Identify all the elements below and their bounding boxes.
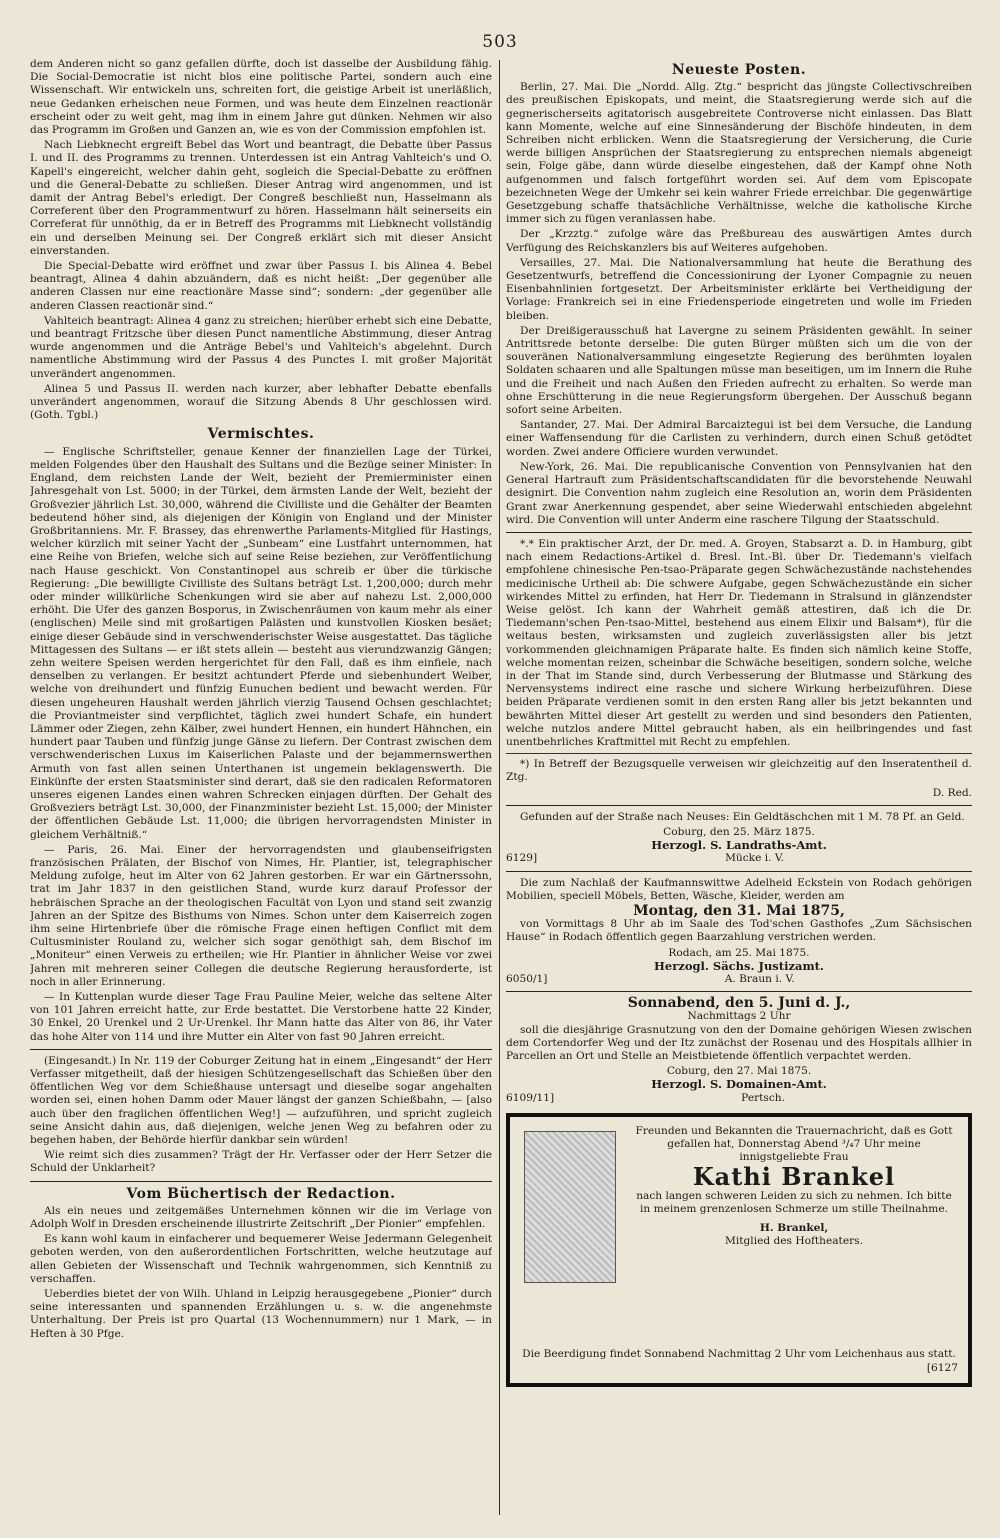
section-heading-vermischtes: Vermischtes. bbox=[207, 426, 315, 443]
notice-time: Nachmittags 2 Uhr bbox=[687, 1010, 791, 1023]
eingesandt-paragraph: (Eingesandt.) In Nr. 119 der Coburger Zeitung hat in einem „Eingesandt“ der Herr Verfasser mitgetheilt, daß der hiesigen Schützengesellschaft das Schießen über den öffentlichen Weg vor dem Schießhause untersagt und dieselbe sogar angehalten worden sei, einen hohen Damm oder Mauer längst der ganzen Schießbahn, — [also auch über den fraglichen öffentlichen Weg!] — aufzuführen, und spricht zugleich seine Ansicht dahin aus, daß diejenigen, welche jenen Weg zu befahren oder zu begehen haben, der Behörde hierfür dankbar sein würden! bbox=[30, 1054, 492, 1147]
news-item: Der „Krzztg.“ zufolge wäre das Preßbureau des auswärtigen Amtes durch Verfügung des Reichskanzlers bis auf Weiteres aufgehoben. bbox=[506, 228, 972, 254]
notice-official: A. Braun i. V. bbox=[724, 973, 795, 985]
notice-authority: Herzogl. S. Domainen-Amt. bbox=[651, 1077, 827, 1092]
notice-text: von Vormittags 8 Uhr ab im Saale des Tod'schen Gasthofes „Zum Sächsischen Hause“ in Rodach öffentlich gegen Baarzahlung verstrichen werden. bbox=[506, 918, 972, 944]
notice-date-headline: Sonnabend, den 5. Juni d. J., bbox=[627, 995, 851, 1012]
footnote: *) In Betreff der Bezugsquelle verweisen wir gleichzeitig auf den Inseratentheil d. Ztg. bbox=[506, 758, 972, 784]
section-rule bbox=[30, 1049, 492, 1050]
notice-date-headline: Montag, den 31. Mai 1875, bbox=[633, 902, 845, 919]
notice-number: 6109/11] bbox=[506, 1091, 555, 1104]
notice-footer bbox=[506, 1092, 972, 1105]
notice-text: Gefunden auf der Straße nach Neuses: Ein Geldtäschchen mit 1 M. 78 Pf. an Geld. bbox=[520, 810, 965, 823]
notice-authority: Herzogl. S. Landraths-Amt. bbox=[651, 838, 827, 853]
notice-number: 6129] bbox=[506, 852, 538, 865]
news-item: Berlin, 27. Mai. Die „Nordd. Allg. Ztg.“ bespricht das jüngste Collectivschreiben des preußischen Episkopats, und meint, die Staatsregierung werde sich auf die gegnerischerseits agitatorisch ausgebreitete Controverse nicht einlassen. Das Blatt kann Momente, welche auf eine Sinnesänderung der Bischöfe hindeuten, in dem Schreiben nicht erblicken. Wenn die Staatsregierung der Versicherung, die Curie werde billigen Ansprüchen der Staatsregierung zu entsprechen niemals abgeneigt sein, Folge gäbe, dann würde dieselbe eingestehen, daß der Kampf ohne Noth aufgenommen und falsch fortgeführt worden sei. Auf dem vom Episcopate bezeichneten Wege der Umkehr sei kein wahrer Friede erreichbar. Die gegenwärtige Gesetzgebung schaffe thatsächliche Verhältnisse, welche die katholische Kirche immer sich zu fügen veranlassen habe. bbox=[506, 81, 972, 226]
death-notice-footer bbox=[520, 1348, 958, 1374]
column-divider bbox=[499, 60, 500, 1515]
congress-report-paragraph: Nach Liebknecht ergreift Bebel das Wort und beantragt, die Debatte über Passus I. und II. des Programms zu trennen. Unterdessen ist ein Antrag Vahlteich's und O. Kapell's eingereicht, welcher dahin geht, sogleich die Special-Debatte zu eröffnen und die General-Debatte zu schließen. Dieser Antrag wird angenommen, und ist damit der Antrag Bebel's erledigt. Der Congreß beschließt nun, Hasselmann als Correferent über den Programmentwurf zu hören. Hasselmann hält seinerseits ein Correferat für unnöthig, da er in Betreff des Programms mit Liebknecht vollständig ein und derselben Meinung sei. Der Congreß erklärt sich mit dieser Ansicht einverstanden. bbox=[30, 139, 492, 257]
death-notice-text: Freunden und Bekannten die Trauernachricht, daß es Gott gefallen hat, Donnerstag Abend ³/₄7 Uhr meine innigstgeliebte Frau bbox=[635, 1124, 953, 1164]
news-item: — Paris, 26. Mai. Einer der hervorragendsten und glaubenseifrigsten französischen Prälaten, der Bischof von Nimes, Hr. Plantier, ist, telegraphischer Meldung zufolge, heut im Alter von 62 Jahren gestorben. Er war ein Gärtnerssohn, trat im Jahr 1837 in den geistlichen Stand, wurde kurz darauf Professor der hebräischen Sprache an der theologischen Facultät von Lyon und stand seit zwanzig Jahren an der Spitze des Bisthums von Nimes. Schon unter dem Kaiserreich zogen ihm seine Hirtenbriefe über die römische Frage einen heftigen Conflict mit dem Cultusminister Rouland zu, welcher sich sogar genöthigt sah, dem Bischof im „Moniteur“ einen Verweis zu ertheilen; wie Hr. Plantier in ähnlicher Weise vor zwei Jahren mit mehreren seiner Collegen die deutsche Regierung herausforderte, ist noch in aller Erinnerung. bbox=[30, 843, 492, 988]
book-review-paragraph: Es kann wohl kaum in einfacherer und bequemerer Weise Jedermann Gelegenheit geboten werden, von den außerordentlichen Fortschritten, welche heutzutage auf allen Gebieten der Wissenschaft und Technik wahrgenommen, sich Kenntniß zu verschaffen. bbox=[30, 1233, 492, 1285]
advert-doctor: *.* Ein praktischer Arzt, der Dr. med. A. Groyen, Stabsarzt a. D. in Hamburg, gibt nach einem Redactions-Artikel d. Bresl. Int.-Bl. über Dr. Tiedemann's vielfach empfohlene chinesische Pen-tsao-Präparate gegen Schwächezustände nachstehendes medicinische Urtheil ab: Die schwere Aufgabe, gegen Schwächezustände ein sicher wirkendes Mittel zu erfinden, hat Herr Dr. Tiedemann in Stralsund in glänzendster Weise gelöst. Ich kann der Wahrheit gemäß attestiren, daß ich die Dr. Tiedemann'schen Pen-tsao-Mittel, bestehend aus einem Elixir und Balsam*), für die weitaus besten, wirksamsten und zugleich zuverlässigsten aller bis jetzt vorkommenden gleichnamigen Präparate halte. Es finden sich nämlich keine Stoffe, welche momentan reizen, scheinbar die Schwäche beseitigen, sondern solche, welche in der That im Stande sind, durch Verbesserung der Blutmasse und Stärkung des Nervensystems indirect eine rasche und sichere Wirkung herbeizuführen. Diese beiden Präparate verdienen somit in den ersten Rang aller bis jetzt bekannten und bewährten Mittel dieser Art gestellt zu werden und sind besonders den Patienten, welche nutzlos andere Mittel gebraucht haben, als ein heilbringendes und fast unentbehrliches Kraftmittel mit Recht zu empfehlen. bbox=[506, 537, 972, 748]
notice-footer bbox=[506, 973, 972, 986]
news-item: Versailles, 27. Mai. Die Nationalversammlung hat heute die Berathung des Gesetzentwurfs, betreffend die Concessionirung der Lyoner Compagnie zu neuen Eisenbahnlinien fortgesetzt. Der Arbeitsminister erklärte bei Vertheidigung der Vorlage: Frankreich sei in eine Friedensperiode eingetreten und wolle im Frieden bleiben. bbox=[506, 256, 972, 322]
footnote-rule bbox=[506, 753, 972, 754]
notice-text: soll die diesjährige Grasnutzung von den der Domaine gehörigen Wiesen zwischen dem Cortendorfer Weg und der Itz zunächst der Rosenau und des Hospitals allhier in Parcellen an Ort und Stelle an Meistbietende öffentlich verpachtet werden. bbox=[506, 1023, 972, 1063]
death-notice-signature-title: Mitglied des Hoftheaters. bbox=[725, 1235, 863, 1248]
section-heading-buechertisch: Vom Büchertisch der Redaction. bbox=[126, 1185, 396, 1202]
notice-date: Rodach, am 25. Mai 1875. bbox=[668, 946, 810, 959]
notice-auction bbox=[506, 877, 972, 987]
mourning-vignette-icon bbox=[524, 1131, 616, 1283]
notice-date: Coburg, den 27. Mai 1875. bbox=[666, 1065, 812, 1078]
death-notice-body bbox=[630, 1125, 958, 1249]
congress-report-paragraph: Alinea 5 und Passus II. werden nach kurzer, aber lebhafter Debatte ebenfalls unverändert angenommen, worauf die Sitzung Abends 8 Uhr geschlossen wird. (Goth. Tgbl.) bbox=[30, 382, 492, 422]
news-item: Santander, 27. Mai. Der Admiral Barcaiztegui ist bei dem Versuche, die Landung einer Waffensendung für die Carlisten zu verhindern, durch einen Schuß getödtet worden. Zwei andere Officiere wurden verwundet. bbox=[506, 419, 972, 458]
notice-footer bbox=[506, 852, 972, 865]
footnote-signature: D. Red. bbox=[932, 786, 972, 799]
death-notice bbox=[506, 1113, 972, 1387]
notice-number: [6127 bbox=[926, 1361, 958, 1374]
notice-text: Die zum Nachlaß der Kaufmannswittwe Adelheid Eckstein von Rodach gehörigen Mobilien, speciell Möbels, Betten, Wäsche, Kleider, werden am bbox=[506, 876, 972, 902]
news-item: — Englische Schriftsteller, genaue Kenner der finanziellen Lage der Türkei, melden Folgendes über den Haushalt des Sultans und die Bezüge seiner Minister: In England, dem reichsten Lande der Welt, bezieht der Premierminister einen Jahresgehalt von Lst. 5000; in der Türkei, dem ärmsten Lande der Welt, bezieht der Großvezier jährlich Lst. 30,000, während die Civilliste und die Gehälter der Beamten bedeutend höher sind, als diejenigen der Königin von England und der Minister Großbritanniens. Mr. F. Brassey, das ehrenwerthe Parlaments-Mitglied für Hastings, welcher kürzlich mit seiner Yacht der „Sunbeam“ eine Lustfahrt unternommen, hat eine Reihe von Briefen, welche sich auf seine Reise beziehen, zur Veröffentlichung nach Hause geschickt. Von Constantinopel aus schreib er über die türkische Regierung: „Die bewilligte Civilliste des Sultans beträgt Lst. 1,200,000; durch mehr oder minder willkürliche Schenkungen wird sie aber auf nahezu Lst. 2,000,000 erhöht. Die Ufer des ganzen Bosporus, in Zwischenräumen von kaum mehr als einer (englischen) Meile sind mit großartigen Palästen und kunstvollen Kiosken besäet; einige dieser Gebäude sind in verschwenderischster Weise ausgestattet. Das tägliche Mittagessen des Sultans — er ißt stets allein — besteht aus vierundzwanzig Gängen; zehn weitere Speisen werden hergerichtet für den Fall, daß es ihm einfiele, nach denselben zu verlangen. Er besitzt achtundert Pferde und siebenhundert Weiber, welche von dreihundert und fünfzig Eunuchen bedient und bewacht werden. Für diesen ungeheuren Haushalt werden jährlich vierzig Tausend Ochsen geschlachtet; die Proviantmeister sind verpflichtet, täglich zwei hundert Schafe, ein hundert Lämmer oder Ziegen, zehn Kälber, zwei hundert Hennen, ein hundert Hähnchen, ein hundert paar Tauben und fünfzig junge Gänse zu liefern. Der Contrast zwischen dem verschwenderischen Luxus im Kaiserlichen Palaste und der bejammernswerthen Armuth von fast allen seinen Unterthanen ist ungemein beklagenswerth. Die Einkünfte der ersten Staatsminister sind derart, daß sie den radicalen Reformatoren unseres eigenen Landes einen wahren Schrecken einjagen dürften. Der Gehalt des Großveziers beträgt Lst. 30,000, der Finanzminister bezieht Lst. 15,000; der Minister der öffentlichen Gebäude Lst. 11,000; die übrigen hervorragendsten Minister in gleichem Verhältniß.“ bbox=[30, 445, 492, 841]
page-number: 503 bbox=[482, 32, 518, 52]
deceased-name: Kathi Brankel bbox=[692, 1162, 896, 1192]
section-rule bbox=[506, 871, 972, 872]
notice-official: Mücke i. V. bbox=[725, 852, 785, 865]
notice-number: 6050/1] bbox=[506, 973, 548, 985]
section-rule bbox=[30, 1181, 492, 1182]
left-column bbox=[30, 58, 492, 1523]
section-rule bbox=[506, 991, 972, 992]
book-review-paragraph: Ueberdies bietet der von Wilh. Uhland in Leipzig herausgegebene „Pionier“ durch seine interessanten und spannenden Erzählungen u. s. w. die angenehmste Unterhaltung. Der Preis ist pro Quartal (13 Wochennummern) nur 1 Mark, — in Heften à 30 Pfge. bbox=[30, 1288, 492, 1340]
death-notice-text: nach langen schweren Leiden zu sich zu nehmen. Ich bitte in meinem grenzenlosen Schmerze um stille Theilnahme. bbox=[636, 1189, 952, 1215]
news-item: Der Dreißigerausschuß hat Lavergne zu seinem Präsidenten gewählt. In seiner Antrittsrede betonte derselbe: Die guten Bürger müßten sich um die von der souveränen Nationalversammlung eingesetzte Regierung des berühmten loyalen Soldaten schaaren und alle Spaltungen müsse man beseitigen, um im Innern die Ruhe und die Freiheit und nach Außen den Frieden aufrecht zu erhalten. So werde man ohne Erschütterung in die neue Regierungsform übergehen. Der Ausschuß begann sofort seine Arbeiten. bbox=[506, 324, 972, 417]
congress-report-paragraph: dem Anderen nicht so ganz gefallen dürfte, doch ist dasselbe der Ausbildung fähig. Die Social-Democratie ist nicht blos eine politische Partei, sondern auch eine Wissenschaft. Wir entwickeln uns, schreiten fort, die geistige Arbeit ist unerläßlich, neue Gedanken erheischen neue Formen, und was heute dem Einzelnen reactionär erscheint oder zu weit geht, mag ihm in einem Jahre gut dünken. Nehmen wir also das Programm im Großen und Ganzen an, wie es von der Commission empfohlen ist. bbox=[30, 58, 492, 137]
notice-date: Coburg, den 25. März 1875. bbox=[663, 825, 815, 838]
section-heading-neueste-posten: Neueste Posten. bbox=[671, 62, 807, 78]
news-item: New-York, 26. Mai. Die republicanische Convention von Pennsylvanien hat den General Hartrauft zum Präsidentschaftscandidaten für die bevorstehende Neuwahl designirt. Die Convention nahm zugleich eine Resolution an, worin dem Präsidenten Grant zwar Anerkennung gespendet, aber seine Wiederwahl entschieden abgelehnt wird. Die Convention will unter Anderm eine raschere Tilgung der Staatsschuld. bbox=[506, 460, 972, 526]
eingesandt-paragraph: Wie reimt sich dies zusammen? Trägt der Hr. Verfasser oder der Herr Setzer die Schuld der Unklarheit? bbox=[30, 1149, 492, 1175]
news-item: — In Kuttenplan wurde dieser Tage Frau Pauline Meier, welche das seltene Alter von 101 Jahren erreicht hatte, zur Erde bestattet. Die Verstorbene hatte 22 Kinder, 30 Enkel, 20 Urenkel und 2 Ur-Urenkel. Ihr Mann hatte das Alter von 86, ihr Vater das hohe Alter von 114 und ihre Mutter ein Alter von fast 90 Jahren erreicht. bbox=[30, 991, 492, 1043]
funeral-info: Die Beerdigung findet Sonnabend Nachmittag 2 Uhr vom Leichenhaus aus statt. bbox=[522, 1348, 956, 1361]
death-notice-signature: H. Brankel, bbox=[759, 1222, 829, 1235]
notice-found-purse bbox=[506, 811, 972, 866]
section-rule bbox=[506, 805, 972, 806]
book-review-paragraph: Als ein neues und zeitgemäßes Unternehmen können wir die im Verlage von Adolph Wolf in Dresden erscheinende illustrirte Zeitschrift „Der Pionier“ empfehlen. bbox=[30, 1204, 492, 1231]
section-rule bbox=[506, 532, 972, 533]
right-column bbox=[506, 58, 972, 1523]
congress-report-paragraph: Die Special-Debatte wird eröffnet und zwar über Passus I. bis Alinea 4. Bebel beantragt, Alinea 4 dahin abzuändern, daß es nicht heißt: „Der gegenüber alle anderen Classen nur eine reactionäre Masse sind“; sondern: „der gegenüber alle anderen Classen reactionär sind.“ bbox=[30, 260, 492, 312]
notice-official: Pertsch. bbox=[741, 1091, 785, 1104]
notice-authority: Herzogl. Sächs. Justizamt. bbox=[654, 958, 824, 973]
notice-grass-lease bbox=[506, 997, 972, 1105]
congress-report-paragraph: Vahlteich beantragt: Alinea 4 ganz zu streichen; hierüber erhebt sich eine Debatte, und beantragt Fritzsche über diesen Punct namentliche Abstimmung, dieser Antrag wurde angenommen und die Anträge Bebel's und Vahlteich's abgelehnt. Durch namentliche Abstimmung wird der Passus 4 des Punctes I. mit großer Majorität unverändert angenommen. bbox=[30, 314, 492, 380]
